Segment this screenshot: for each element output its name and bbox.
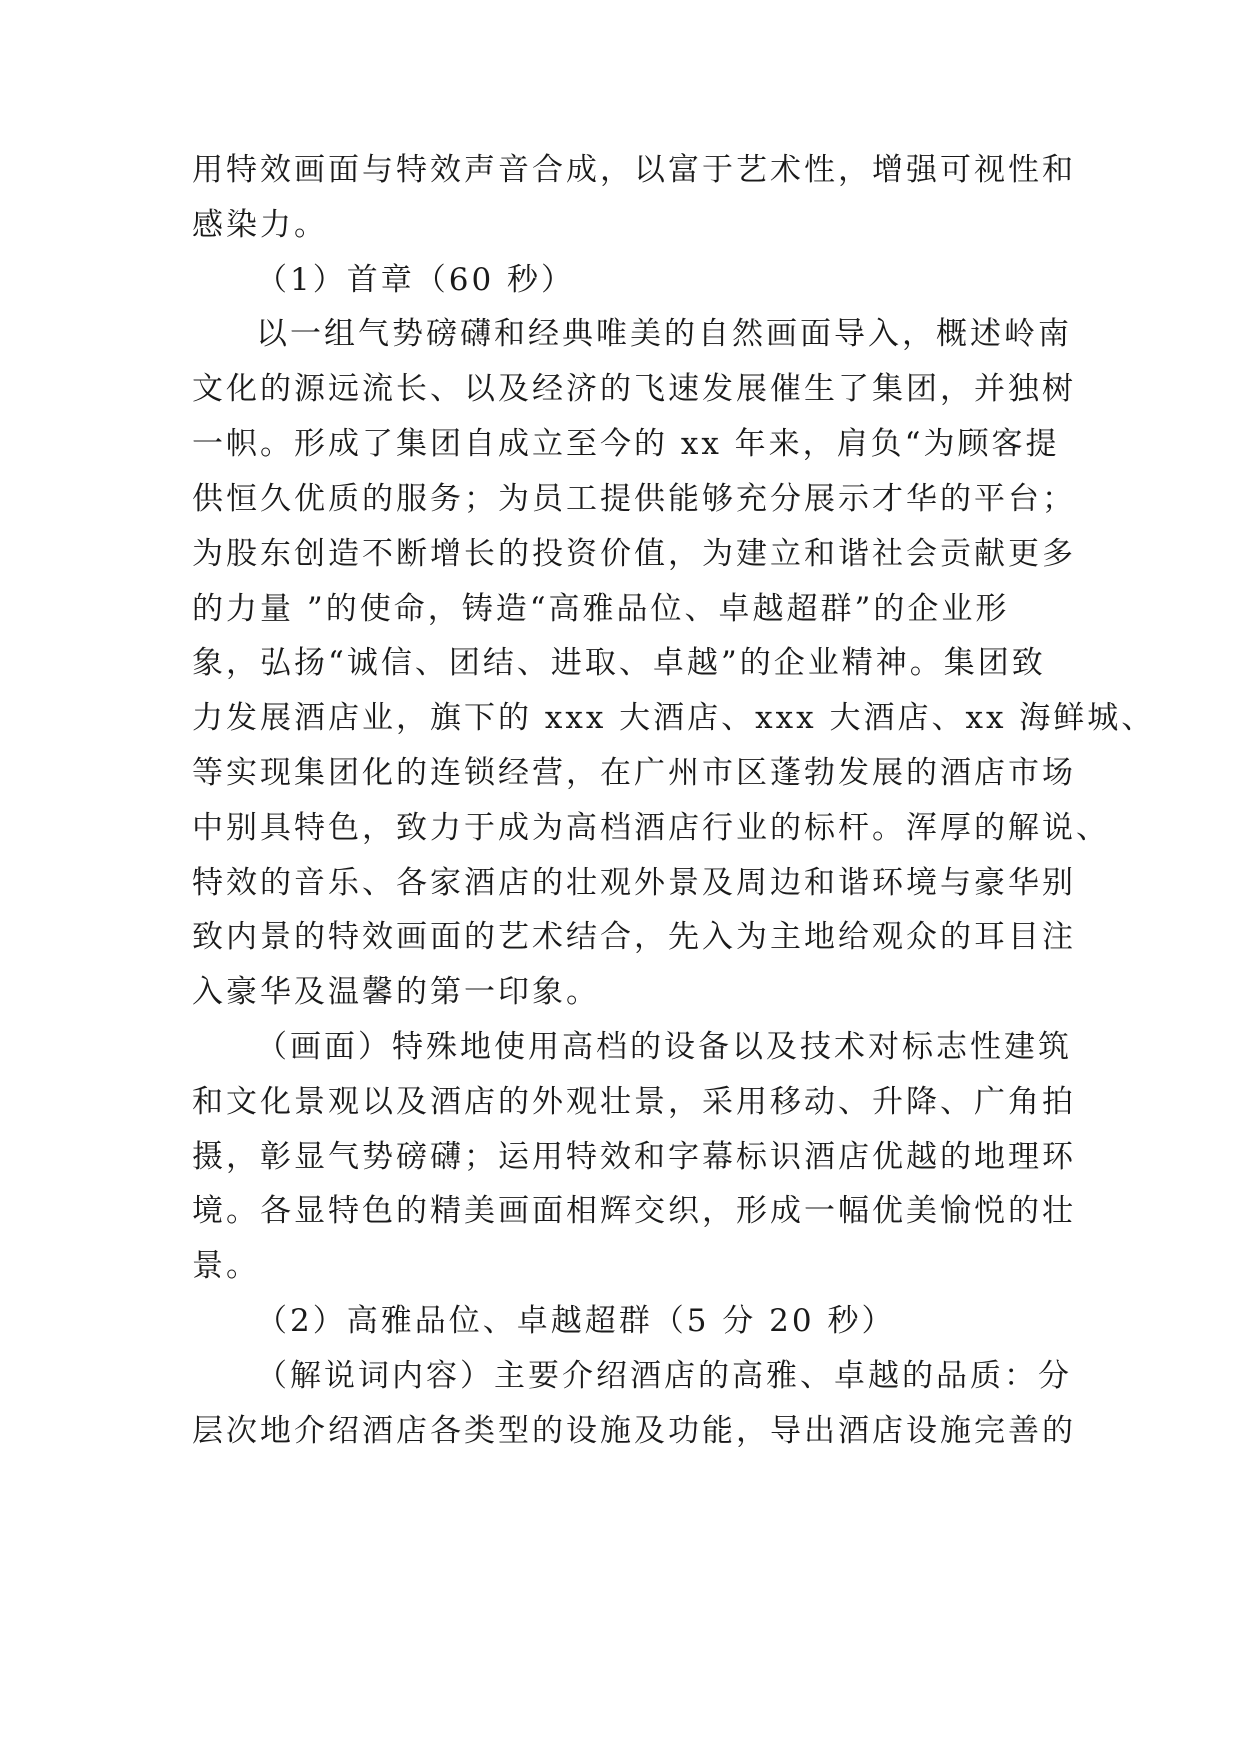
text-line: 文化的源远流长、以及经济的飞速发展催生了集团，并独树 bbox=[192, 371, 1076, 407]
text-line: 摄，彰显气势磅礴；运用特效和字幕标识酒店优越的地理环 bbox=[192, 1139, 1076, 1175]
text-line: 致内景的特效画面的艺术结合，先入为主地给观众的耳目注 bbox=[192, 919, 1076, 955]
text-line: 景。 bbox=[192, 1248, 260, 1284]
text-line: 和文化景观以及酒店的外观壮景，采用移动、升降、广角拍 bbox=[192, 1084, 1076, 1120]
text-line: 力发展酒店业，旗下的 xxx 大酒店、xxx 大酒店、xx 海鲜城、 bbox=[192, 700, 1156, 736]
text-line: 一帜。形成了集团自成立至今的 xx 年来，肩负“为顾客提 bbox=[192, 426, 1060, 462]
text-line: 入豪华及温馨的第一印象。 bbox=[192, 974, 600, 1010]
text-line: 境。各显特色的精美画面相辉交织，形成一幅优美愉悦的壮 bbox=[192, 1193, 1076, 1229]
text-line: 供恒久优质的服务；为员工提供能够充分展示才华的平台； bbox=[192, 481, 1076, 517]
section-heading: （1）首章（60 秒） bbox=[256, 262, 576, 298]
text-line: 感染力。 bbox=[192, 207, 328, 243]
text-line: 象，弘扬“诚信、团结、进取、卓越”的企业精神。集团致 bbox=[192, 645, 1046, 681]
text-line: 特效的音乐、各家酒店的壮观外景及周边和谐环境与豪华别 bbox=[192, 865, 1076, 901]
text-line: 等实现集团化的连锁经营，在广州市区蓬勃发展的酒店市场 bbox=[192, 755, 1076, 791]
text-line: 以一组气势磅礴和经典唯美的自然画面导入，概述岭南 bbox=[256, 316, 1072, 352]
text-line: 中别具特色，致力于成为高档酒店行业的标杆。浑厚的解说、 bbox=[192, 810, 1110, 846]
text-line: 的力量 ”的使命，铸造“高雅品位、卓越超群”的企业形 bbox=[192, 591, 1010, 627]
text-line: （解说词内容）主要介绍酒店的高雅、卓越的品质：分 bbox=[256, 1358, 1072, 1394]
text-line: （画面）特殊地使用高档的设备以及技术对标志性建筑 bbox=[256, 1029, 1072, 1065]
text-line: 为股东创造不断增长的投资价值，为建立和谐社会贡献更多 bbox=[192, 536, 1076, 572]
text-line: 用特效画面与特效声音合成，以富于艺术性，增强可视性和 bbox=[192, 152, 1076, 188]
text-line: 层次地介绍酒店各类型的设施及功能，导出酒店设施完善的 bbox=[192, 1413, 1076, 1449]
section-heading: （2）高雅品位、卓越超群（5 分 20 秒） bbox=[256, 1303, 896, 1339]
